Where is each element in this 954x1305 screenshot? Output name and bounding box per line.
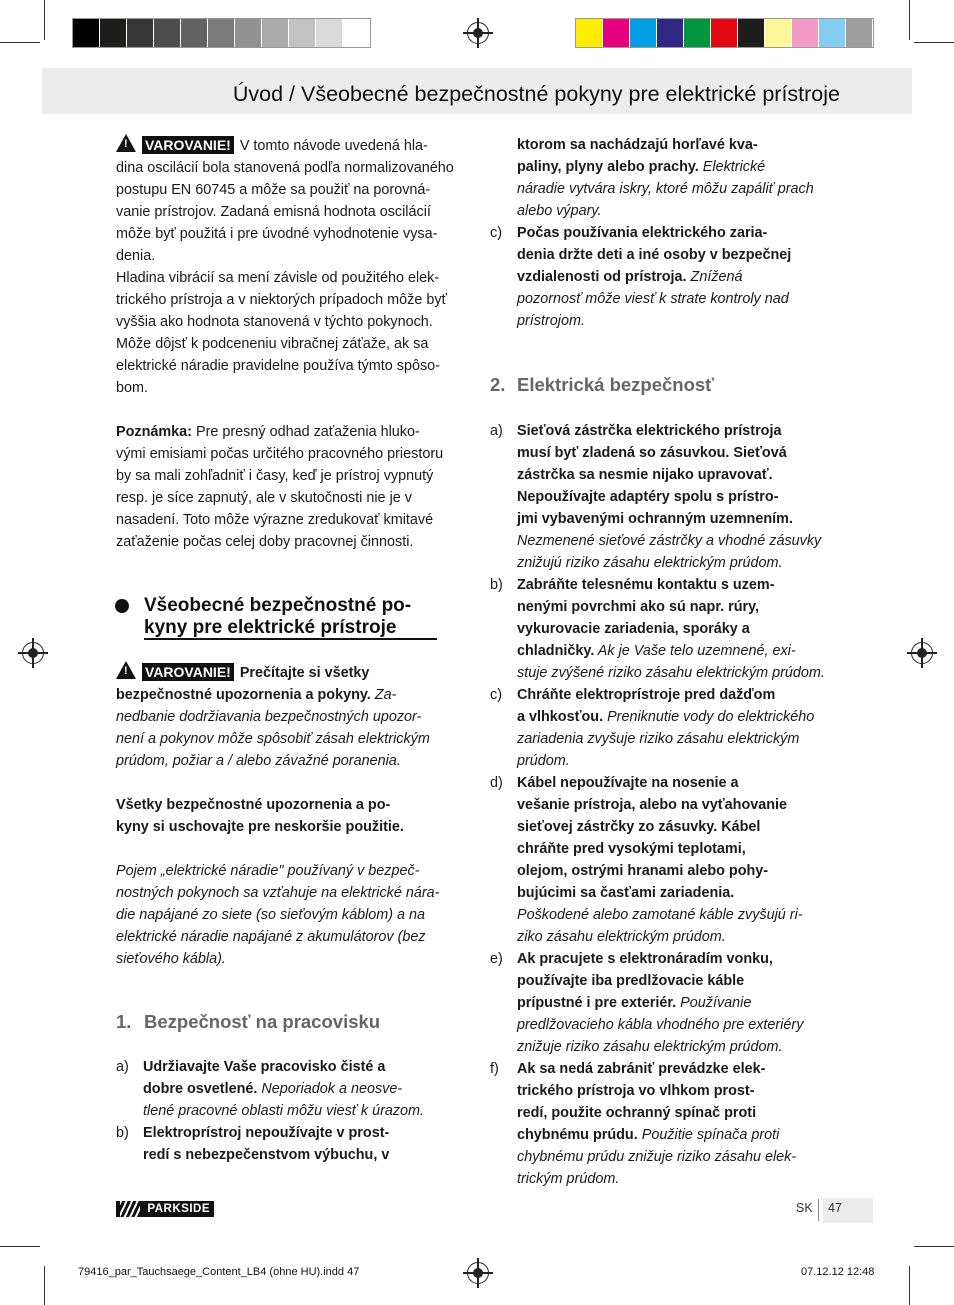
item-italic-text: Poškodené alebo zamotané káble zvyšujú ri- ziko zásahu elektrickým prúdom.	[517, 907, 803, 945]
language-code: SK	[796, 1201, 813, 1215]
gray-swatch	[181, 19, 208, 47]
item-label: d)	[490, 775, 503, 791]
warning-triangle-icon	[116, 134, 136, 152]
left-column-lower	[116, 661, 466, 970]
list-item	[490, 134, 842, 222]
logo-stripes	[120, 1201, 140, 1217]
list-item	[490, 772, 842, 948]
warning-bold-text: Prečítajte si všetky bezpečnostné upozornenia a pokyny.	[116, 665, 371, 703]
slug-date: 07.12.12 12:48	[801, 1266, 875, 1278]
gray-swatch	[154, 19, 181, 47]
divider	[818, 1199, 819, 1221]
color-swatch	[603, 19, 630, 47]
item-label: c)	[490, 225, 502, 241]
color-swatch	[684, 19, 711, 47]
gray-swatch	[343, 19, 370, 47]
list-item	[490, 948, 842, 1058]
registration-mark-icon	[911, 642, 933, 664]
vibration-paragraph: Hladina vibrácií sa mení závisle od použitého elek- trického prístroja a v niektorých prípadoch môže byť vyššia ako hodnota stanovená v týchto pokynoch. Môže dôjsť k podceneniu vibračnej záťaže, ak sa elektrické náradie pravidelne používa týmto spôso- bom.	[116, 270, 447, 396]
page-number: 47	[828, 1201, 842, 1215]
section-number: 1.	[116, 1011, 132, 1032]
note-text: Pre presný odhad zaťaženia hluko- vými emisiami počas určitého pracovného priestoru by sa mali zohľadniť i časy, keď je prístroj vypnutý resp. je síce zapnutý, ale v skutočnosti nie je v nasadení. Toto môže výrazne zredukovať kmitavé zaťaženie počas celej doby pracovnej činnosti.	[116, 424, 444, 550]
color-swatch	[792, 19, 819, 47]
warning-read-instructions	[116, 661, 466, 772]
item-italic-text: Nezmenené sieťové zástrčky a vhodné zásuvky znižujú riziko zásahu elektrickým prúdom.	[517, 533, 822, 571]
item-italic-text: Neporiadok a neosve- tlené pracovné oblasti môžu viesť k úrazom.	[143, 1081, 425, 1119]
left-column	[116, 134, 466, 553]
slug-filename: 79416_par_Tauchsaege_Content_LB4 (ohne HU).indd 47	[78, 1266, 360, 1278]
registration-mark-icon	[22, 642, 44, 664]
item-italic-text: Používanie predlžovacieho kábla vhodného pre exteriéry znižuje riziko zásahu elektrickým prúdom.	[517, 995, 804, 1055]
gray-swatch	[73, 19, 100, 47]
item-label: c)	[490, 687, 502, 703]
section-number: 2.	[490, 374, 506, 395]
section-title-electrical: Elektrická bezpečnosť	[517, 374, 715, 395]
item-bold-text: Sieťová zástrčka elektrického prístroja musí byť zladená so zásuvkou. Sieťová zástrčka sa nesmie nijako upravovať. Nepoužívajte adaptéry spolu s prístro- jmi vybavenými ochranným uzemnením.	[517, 423, 793, 527]
item-bold-text: ktorom sa nachádzajú horľavé kva- paliny, plyny alebo prachy.	[517, 137, 758, 175]
right-column	[490, 134, 842, 332]
item-italic-text: Preniknutie vody do elektrického zariadenia zvyšuje riziko zásahu elektrickým prúdom.	[517, 709, 815, 769]
gray-swatch	[100, 19, 127, 47]
crop-mark	[909, 0, 910, 40]
crop-mark	[44, 1266, 45, 1305]
gray-calibration-bar	[72, 18, 371, 48]
section-title-workplace: Bezpečnosť na pracovisku	[144, 1011, 381, 1032]
items-electrical	[490, 420, 842, 1190]
color-calibration-bar	[575, 18, 874, 48]
registration-mark-icon	[467, 22, 489, 44]
item-bold-text: Ak sa nedá zabrániť prevádzke elek- trického prístroja vo vlhkom prost- redí, použite ochranný spínač proti chybnému prúdu.	[517, 1061, 766, 1143]
item-label: b)	[116, 1125, 129, 1141]
color-swatch	[711, 19, 738, 47]
section-heading: Všeobecné bezpečnostné po- kyny pre elektrické prístroje	[144, 595, 412, 638]
item-bold-text: Počas používania elektrického zaria- denia držte deti a iné osoby v bezpečnej vzdialenosti od prístroja.	[517, 225, 792, 285]
item-label: f)	[490, 1061, 499, 1077]
crop-mark	[914, 42, 954, 43]
page-header	[42, 68, 912, 114]
gray-swatch	[262, 19, 289, 47]
page-title: Úvod / Všeobecné bezpečnostné pokyny pre elektrické prístroje	[232, 82, 840, 106]
gray-swatch	[208, 19, 235, 47]
crop-mark	[0, 1246, 40, 1247]
item-italic-text: Použitie spínača proti chybnému prúdu znižuje riziko zásahu elek- trickým prúdom.	[517, 1127, 797, 1187]
gray-swatch	[316, 19, 343, 47]
gray-swatch	[289, 19, 316, 47]
item-bold-text: Chráňte elektroprístroje pred dažďom a vlhkosťou.	[517, 687, 776, 725]
item-bold-text: Udržiavajte Vaše pracovisko čisté a dobre osvetlené.	[143, 1059, 386, 1097]
item-italic-text: Elektrické náradie vytvára iskry, ktoré môžu zapáliť prach alebo výpary.	[517, 159, 814, 219]
color-swatch	[846, 19, 873, 47]
crop-mark	[44, 0, 45, 40]
item-bold-text: Ak pracujete s elektronáradím vonku, používajte iba predlžovacie káble prípustné i pre exteriér.	[517, 951, 773, 1011]
crop-mark	[0, 42, 40, 43]
heading-underline	[144, 638, 437, 640]
gray-swatch	[235, 19, 262, 47]
item-italic-text: Znížená pozornosť môže viesť k strate kontroly nad prístrojom.	[517, 269, 789, 329]
color-swatch	[738, 19, 765, 47]
bullet-icon	[115, 599, 129, 613]
item-bold-text: Elektroprístroj nepoužívajte v prost- redí s nebezpečenstvom výbuchu, v	[143, 1125, 390, 1163]
item-label: a)	[116, 1059, 129, 1075]
list-item	[116, 1056, 466, 1122]
warning-text: V tomto návode uvedená hla- dina oscilácií bola stanovená podľa normalizovaného postupu EN 60745 a môže sa použiť na porovná- vanie prístrojov. Zadaná emisná hodnota oscilácií môže byť použitá i pre úvodné vyhodnotenie vysa- denia.	[116, 138, 454, 264]
crop-mark	[914, 1246, 954, 1247]
item-label: b)	[490, 577, 503, 593]
color-swatch	[657, 19, 684, 47]
definition-paragraph: Pojem „elektrické náradie" používaný v bezpeč- nostných pokynoch sa vzťahuje na elektrické nára- die napájané zo siete (so sieťovým káblom) a na elektrické náradie napájané z akumulátorov (bez sieťového kábla).	[116, 863, 440, 967]
warning-label: VAROVANIE!	[142, 136, 234, 154]
warning-vibration	[116, 134, 466, 267]
registration-mark-icon	[467, 1262, 489, 1284]
color-swatch	[765, 19, 792, 47]
note-paragraph	[116, 421, 466, 553]
list-item	[116, 1122, 466, 1166]
item-bold-text: Zabráňte telesnému kontaktu s uzem- nenými povrchmi ako sú napr. rúry, vykurovacie zariadenia, sporáky a chladničky.	[517, 577, 775, 659]
gray-swatch	[127, 19, 154, 47]
item-label: a)	[490, 423, 503, 439]
item-label: e)	[490, 951, 503, 967]
list-item	[490, 684, 842, 772]
color-swatch	[576, 19, 603, 47]
warning-italic-text: Za- nedbanie dodržiavania bezpečnostných upozor- není a pokynov môže spôsobiť zásah elektrickým prúdom, požiar a / alebo závažné poranenia.	[116, 687, 430, 769]
color-swatch	[630, 19, 657, 47]
list-item	[490, 574, 842, 684]
warning-triangle-icon	[116, 661, 136, 679]
crop-mark	[909, 1266, 910, 1305]
warning-label: VAROVANIE!	[142, 663, 234, 681]
items-workplace	[116, 1056, 466, 1166]
note-label: Poznámka:	[116, 424, 192, 440]
color-swatch	[819, 19, 846, 47]
list-item	[490, 222, 842, 332]
keep-instructions: Všetky bezpečnostné upozornenia a po- kyny si uschovajte pre neskoršie použitie.	[116, 797, 404, 835]
list-item	[490, 420, 842, 574]
list-item	[490, 1058, 842, 1190]
parkside-logo: PARKSIDE	[116, 1201, 214, 1217]
item-bold-text: Kábel nepoužívajte na nosenie a vešanie prístroja, alebo na vyťahovanie sieťovej zástrčky zo zásuvky. Kábel chráňte pred vysokými teplotami, olejom, ostrými hranami alebo pohy- bujúcimi sa časťami zariadenia.	[517, 775, 788, 901]
item-italic-text: Ak je Vaše telo uzemnené, exi- stuje zvýšené riziko zásahu elektrickým prúdom.	[517, 643, 825, 681]
